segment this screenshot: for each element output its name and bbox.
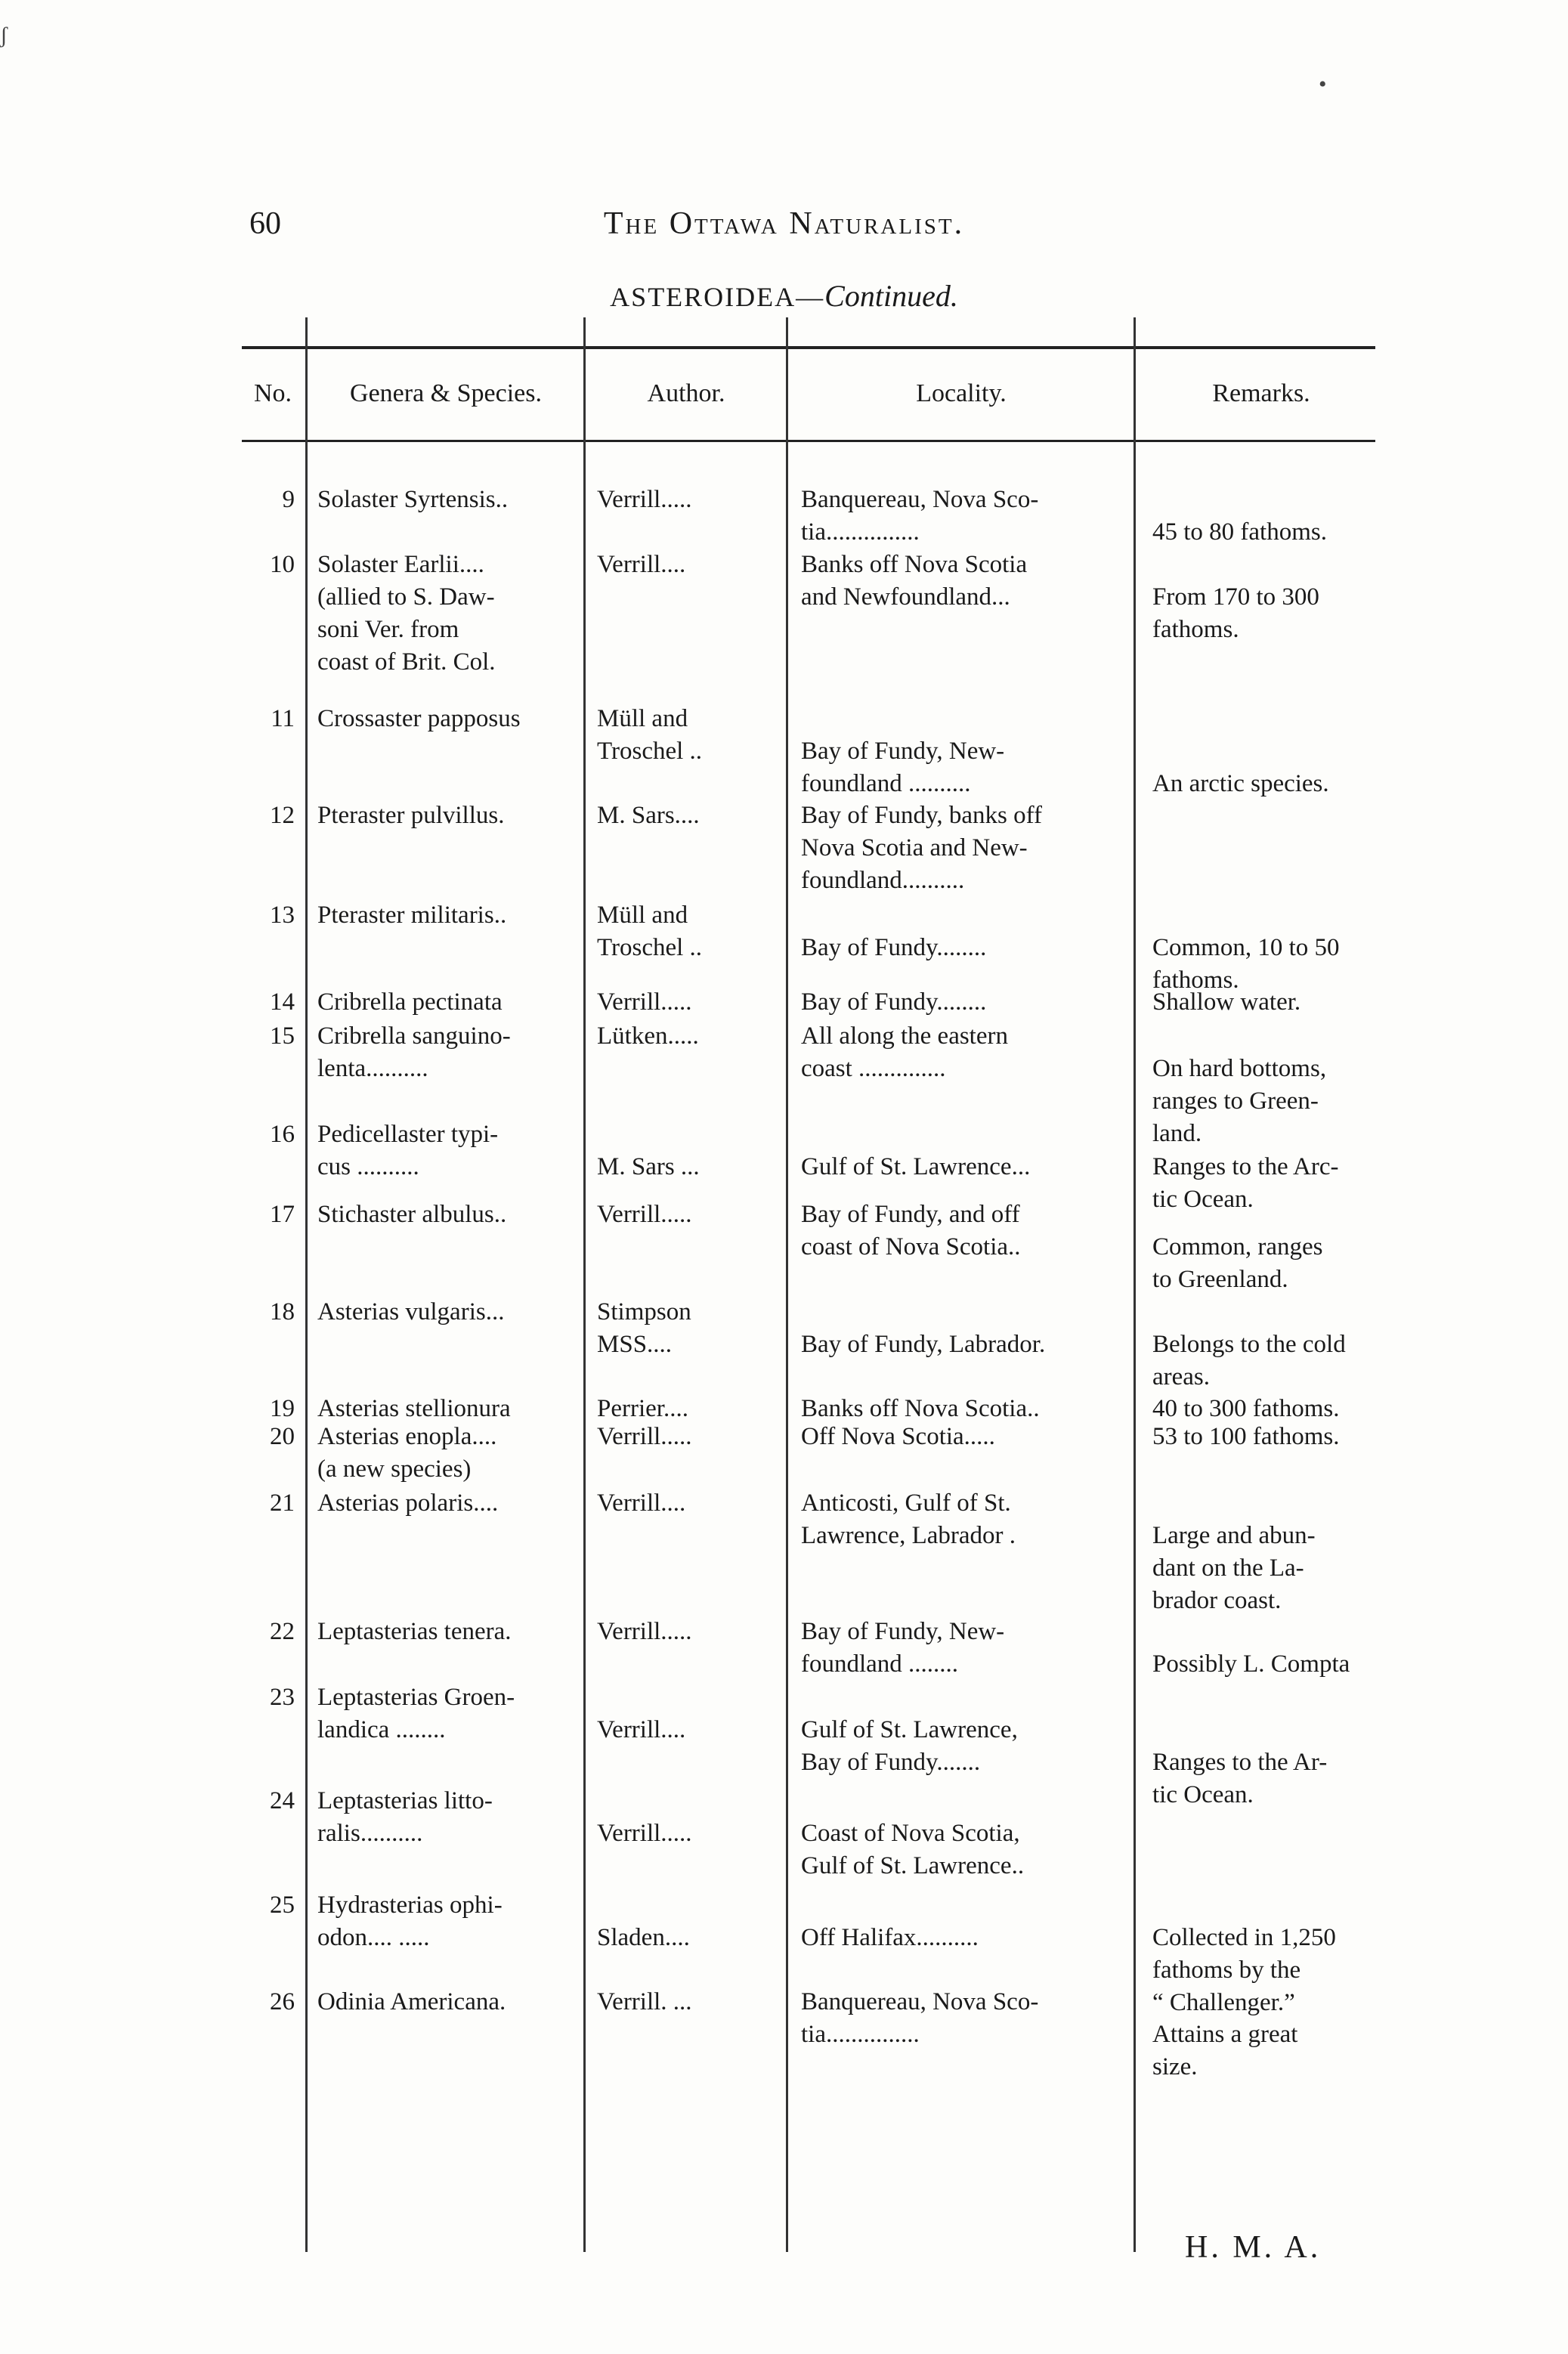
row-number: 24 — [270, 1787, 295, 1814]
row-number: 25 — [270, 1892, 295, 1919]
row-number: 26 — [270, 1988, 295, 2015]
section-title-main: ASTEROIDEA— — [610, 282, 825, 312]
genus-species: Cribrella sanguino- lenta.......... — [317, 1022, 511, 1082]
signature: H. M. A. — [1185, 2230, 1322, 2265]
remarks: From 170 to 300 fathoms. — [1152, 583, 1319, 643]
locality: Off Nova Scotia..... — [801, 1423, 995, 1450]
genus-species: Leptasterias Groen- landica ........ — [317, 1684, 515, 1743]
genus-species: Pteraster pulvillus. — [317, 802, 505, 829]
author: Verrill.... — [597, 551, 686, 578]
author: Verrill.... — [597, 1716, 686, 1743]
genus-species: Solaster Earlii.... (allied to S. Daw- soni Ver. from coast of Brit. Col. — [317, 551, 496, 676]
running-head: The Ottawa Naturalist. — [603, 206, 965, 241]
genus-species: Cribrella pectinata — [317, 988, 503, 1016]
row-number: 22 — [270, 1618, 295, 1645]
remarks: Possibly L. Compta — [1152, 1650, 1350, 1678]
author: Verrill. ... — [597, 1988, 692, 2015]
genus-species: Pteraster militaris.. — [317, 902, 507, 929]
locality: Off Halifax.......... — [801, 1924, 979, 1951]
locality: Bay of Fundy, Labrador. — [801, 1331, 1046, 1358]
locality: Gulf of St. Lawrence... — [801, 1153, 1031, 1180]
author: M. Sars.... — [597, 802, 700, 829]
author: Sladen.... — [597, 1924, 690, 1951]
genus-species: Leptasterias tenera. — [317, 1618, 512, 1645]
locality: Banks off Nova Scotia and Newfoundland... — [801, 551, 1028, 611]
author: Verrill..... — [597, 1201, 692, 1228]
author: Verrill..... — [597, 1820, 692, 1847]
row-number: 11 — [271, 705, 295, 732]
column-divider — [305, 317, 308, 2252]
column-divider — [583, 317, 586, 2252]
remarks: 53 to 100 fathoms. — [1152, 1423, 1340, 1450]
row-number: 21 — [270, 1489, 295, 1517]
table-top-rule — [242, 346, 1375, 349]
locality: Banquereau, Nova Sco- tia............... — [801, 1988, 1039, 2048]
table-header-rule — [242, 440, 1375, 442]
locality: Banks off Nova Scotia.. — [801, 1395, 1040, 1422]
remarks: 40 to 300 fathoms. — [1152, 1395, 1340, 1422]
row-number: 17 — [270, 1201, 295, 1228]
remarks: Collected in 1,250 fathoms by the “ Challenger.” — [1152, 1924, 1336, 2016]
remarks: Ranges to the Arc- tic Ocean. — [1152, 1153, 1339, 1213]
remarks: An arctic species. — [1152, 770, 1329, 797]
stray-mark-right: • — [1319, 72, 1327, 97]
remarks: Shallow water. — [1152, 988, 1301, 1016]
row-number: 14 — [270, 988, 295, 1016]
genus-species: Odinia Americana. — [317, 1988, 506, 2015]
row-number: 13 — [270, 902, 295, 929]
remarks: Common, ranges to Greenland. — [1152, 1233, 1323, 1293]
author: Müll and Troschel .. — [597, 902, 703, 961]
row-number: 19 — [270, 1395, 295, 1422]
header-remarks: Remarks. — [1212, 379, 1310, 407]
genus-species: Leptasterias litto- ralis.......... — [317, 1787, 493, 1847]
locality: Banquereau, Nova Sco- tia............... — [801, 486, 1039, 546]
row-number: 10 — [270, 551, 295, 578]
locality: Gulf of St. Lawrence, Bay of Fundy....... — [801, 1716, 1018, 1776]
locality: Bay of Fundy, New- foundland ........ — [801, 1618, 1005, 1678]
author: M. Sars ... — [597, 1153, 700, 1180]
genus-species: Asterias vulgaris... — [317, 1298, 505, 1325]
author: Verrill..... — [597, 1423, 692, 1450]
genus-species: Stichaster albulus.. — [317, 1201, 507, 1228]
column-divider — [786, 317, 788, 2252]
column-divider — [1133, 317, 1136, 2252]
row-number: 15 — [270, 1022, 295, 1050]
row-number: 18 — [270, 1298, 295, 1325]
remarks: Large and abun- dant on the La- brador coast. — [1152, 1522, 1316, 1614]
row-number: 16 — [270, 1121, 295, 1148]
author: Perrier.... — [597, 1395, 688, 1422]
genus-species: Asterias stellionura — [317, 1395, 511, 1422]
author: Lütken..... — [597, 1022, 699, 1050]
row-number: 12 — [270, 802, 295, 829]
remarks: Ranges to the Ar- tic Ocean. — [1152, 1749, 1328, 1808]
stray-mark-left: ʃ — [0, 23, 8, 48]
locality: Bay of Fundy, banks off Nova Scotia and New- foundland.......... — [801, 802, 1042, 894]
author: Stimpson MSS.... — [597, 1298, 691, 1358]
locality: Anticosti, Gulf of St. Lawrence, Labrador . — [801, 1489, 1016, 1549]
genus-species: Pedicellaster typi- cus .......... — [317, 1121, 499, 1180]
locality: Bay of Fundy, New- foundland .......... — [801, 738, 1005, 797]
genus-species: Asterias enopla.... (a new species) — [317, 1423, 497, 1483]
locality: All along the eastern coast .............. — [801, 1022, 1008, 1082]
author: Verrill.... — [597, 1489, 686, 1517]
remarks: On hard bottoms, ranges to Green- land. — [1152, 1055, 1327, 1147]
remarks: 45 to 80 fathoms. — [1152, 518, 1327, 546]
locality: Bay of Fundy........ — [801, 934, 987, 961]
row-number: 20 — [270, 1423, 295, 1450]
row-number: 23 — [270, 1684, 295, 1711]
header-no: No. — [253, 379, 292, 407]
author: Verrill..... — [597, 486, 692, 513]
remarks: Belongs to the cold areas. — [1152, 1331, 1346, 1390]
author: Verrill..... — [597, 988, 692, 1016]
locality: Bay of Fundy, and off coast of Nova Scotia.. — [801, 1201, 1021, 1261]
genus-species: Asterias polaris.... — [317, 1489, 499, 1517]
page-number: 60 — [249, 206, 281, 241]
locality: Bay of Fundy........ — [801, 988, 987, 1016]
header-author: Author. — [647, 379, 725, 407]
header-locality: Locality. — [916, 379, 1007, 407]
remarks: Attains a great size. — [1152, 2021, 1298, 2080]
row-number: 9 — [282, 486, 295, 513]
author: Verrill..... — [597, 1618, 692, 1645]
header-genera: Genera & Species. — [350, 379, 542, 407]
section-title-continued: Continued. — [824, 279, 958, 313]
section-title — [0, 278, 1568, 314]
author: Müll and Troschel .. — [597, 705, 703, 765]
genus-species: Solaster Syrtensis.. — [317, 486, 509, 513]
genus-species: Hydrasterias ophi- odon.... ..... — [317, 1892, 503, 1951]
locality: Coast of Nova Scotia, Gulf of St. Lawrence.. — [801, 1820, 1025, 1879]
genus-species: Crossaster papposus — [317, 705, 521, 732]
remarks: Common, 10 to 50 fathoms. — [1152, 934, 1340, 994]
